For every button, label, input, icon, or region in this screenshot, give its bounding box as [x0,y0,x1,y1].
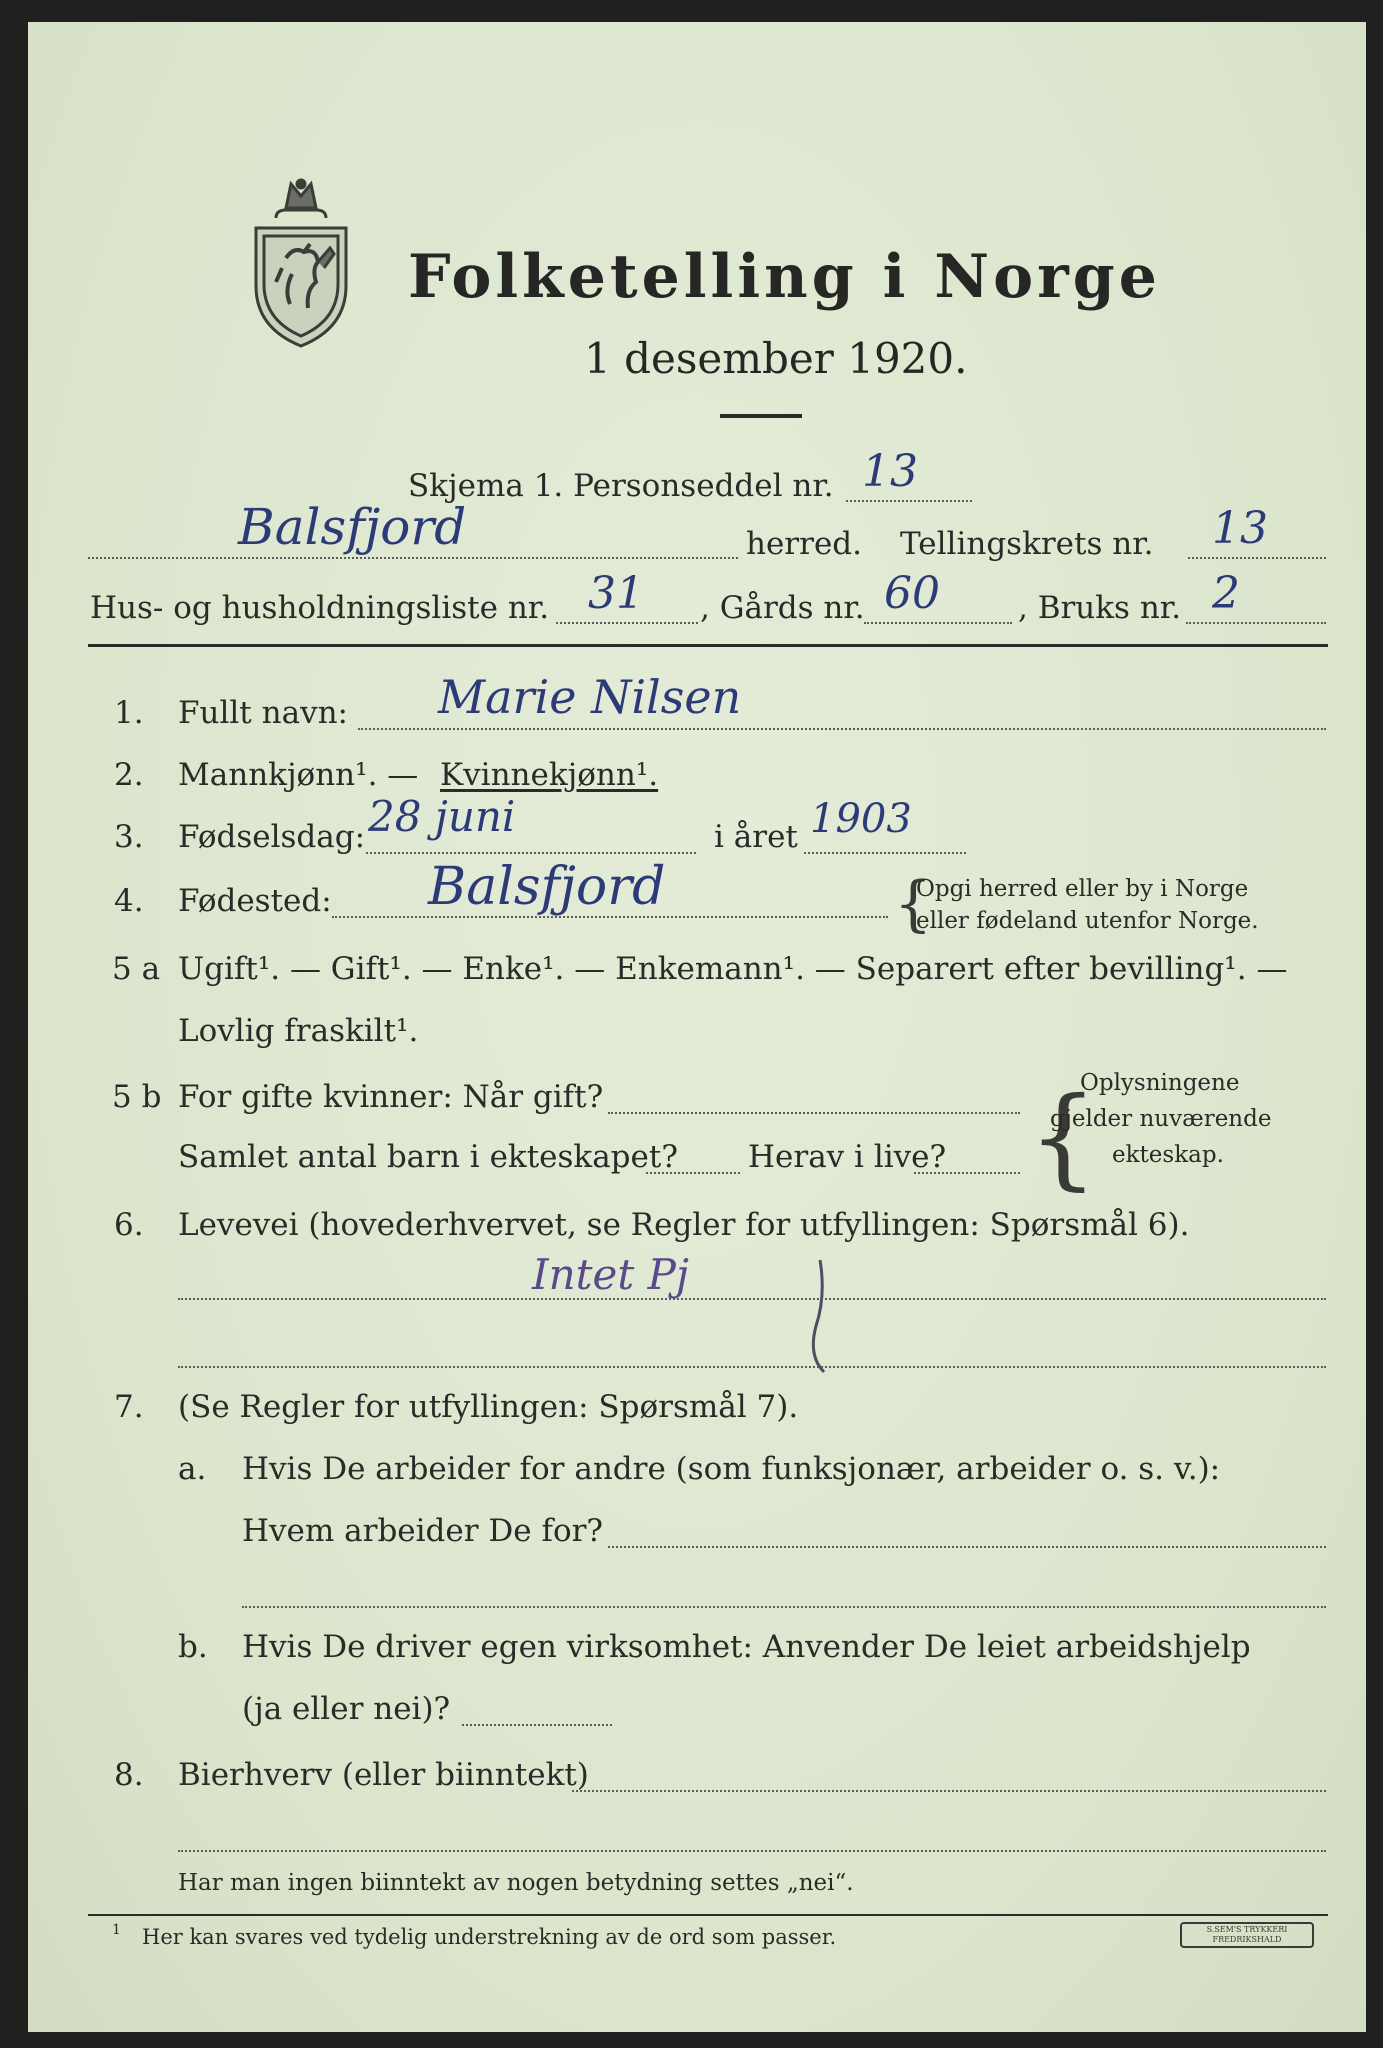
q7b-line2: (ja eller nei)? [242,1691,451,1727]
q8-field-line-2 [178,1850,1326,1852]
q6-number: 6. [114,1207,144,1243]
q7a-field-line-2 [242,1606,1326,1608]
form-title: Folketelling i Norge [408,242,1161,312]
q1-field-line [358,728,1326,730]
q3-year-field-line [804,852,966,854]
q7a-line1: Hvis De arbeider for andre (som funksjonær, arbeider o. s. v.): [242,1451,1221,1487]
q4-label: Fødested: [178,883,332,919]
printer-stamp: S.SEM'S TRYKKERI FREDRIKSHALD [1180,1922,1314,1948]
q6-field-line-2 [178,1366,1326,1368]
q3-year-label: i året [714,819,798,855]
q5b-married-when-label: For gifte kvinner: Når gift? [178,1079,604,1115]
q8-number: 8. [114,1757,144,1793]
q2-male-option: Mannkjønn¹. — [178,757,419,793]
q8-label: Bierhverv (eller biinntekt) [178,1757,589,1793]
q7b-field-line [462,1724,612,1726]
tellingskrets-field-line [1188,557,1326,559]
header-rule [88,644,1328,647]
norwegian-coat-of-arms-icon [246,178,356,350]
nei-instruction-note: Har man ingen biinntekt av nogen betydning settes „nei“. [178,1870,854,1896]
footnote-mark: 1 [112,1922,121,1938]
tellingskrets-number: 13 [1212,503,1268,554]
q4-note-brace: { [894,869,933,939]
q5b-married-when-field-line [608,1112,1020,1114]
bruks-label: , Bruks nr. [1018,590,1182,626]
q7b-letter: b. [178,1629,208,1665]
q7a-field-line-1 [608,1546,1326,1548]
q3-field-line [366,852,696,854]
q3-label: Fødselsdag: [178,819,366,855]
q5a-options-line2: Lovlig fraskilt¹. [178,1013,419,1049]
q5b-number: 5 b [112,1079,162,1115]
q6-field-line-1 [178,1298,1326,1300]
gards-field-line [864,622,1012,624]
q5b-note-line1: Oplysningene [1080,1070,1240,1096]
birthplace-value: Balsfjord [428,857,666,917]
q4-note-line1: Opgi herred eller by i Norge [916,876,1249,902]
q3-number: 3. [114,819,144,855]
pen-stroke-mark [798,1256,838,1376]
q2-number: 2. [114,757,144,793]
q1-number: 1. [114,695,144,731]
skjema-field-line [846,500,972,502]
husholdningsliste-number: 31 [588,568,644,619]
q5b-note-line3: ekteskap. [1112,1142,1224,1168]
q7a-line2: Hvem arbeider De for? [242,1513,604,1549]
q4-number: 4. [114,883,144,919]
q7-number: 7. [114,1389,144,1425]
husholdningsliste-label: Hus- og husholdningsliste nr. [90,590,550,626]
bleed-through-text [1228,122,1236,150]
bruks-number: 2 [1212,568,1240,619]
skjema-number: 13 [862,446,918,497]
q6-label: Levevei (hovederhvervet, se Regler for utfyllingen: Spørsmål 6). [178,1207,1190,1243]
skjema-label: Skjema 1. Personseddel nr. [408,468,834,504]
form-subtitle: 1 desember 1920. [584,334,968,383]
title-divider [720,414,802,418]
q7b-line1: Hvis De driver egen virksomhet: Anvender De leiet arbeidshjelp [242,1629,1251,1665]
q7-label: (Se Regler for utfyllingen: Spørsmål 7). [178,1389,799,1425]
q5a-options-line1: Ugift¹. — Gift¹. — Enke¹. — Enkemann¹. — Separert efter bevilling¹. — [178,951,1288,987]
q8-field-line-1 [572,1790,1326,1792]
q5b-children-field-line [646,1172,740,1174]
q2-female-option: Kvinnekjønn¹. [440,757,659,793]
tellingskrets-label: Tellingskrets nr. [900,526,1154,562]
q5b-note-brace: { [1028,1073,1098,1201]
q7a-letter: a. [178,1451,207,1487]
birth-date-value: 28 juni [368,792,516,841]
footnote-rule [88,1914,1328,1916]
q5b-children-label: Samlet antal barn i ekteskapet? [178,1139,678,1175]
herred-field-line [88,557,738,559]
q5b-alive-label: Herav i live? [748,1139,947,1175]
q4-note-line2: eller fødeland utenfor Norge. [916,908,1259,934]
husholdningsliste-field-line [556,622,698,624]
q5b-note-line2: gjelder nuværende [1050,1106,1272,1132]
herred-label: herred. [746,526,862,562]
q5a-number: 5 a [112,951,161,987]
q5b-alive-field-line [914,1172,1020,1174]
census-form-sheet [28,22,1366,2032]
bruks-field-line [1186,622,1326,624]
q1-label: Fullt navn: [178,695,348,731]
footnote-text: Her kan svares ved tydelig understrekning av de ord som passer. [142,1925,837,1949]
gards-label: , Gårds nr. [700,590,865,626]
herred-value: Balsfjord [238,498,467,556]
gards-number: 60 [884,568,940,619]
full-name-value: Marie Nilsen [438,670,742,724]
birth-year-value: 1903 [810,796,912,842]
occupation-value: Intet Pj [532,1250,689,1299]
